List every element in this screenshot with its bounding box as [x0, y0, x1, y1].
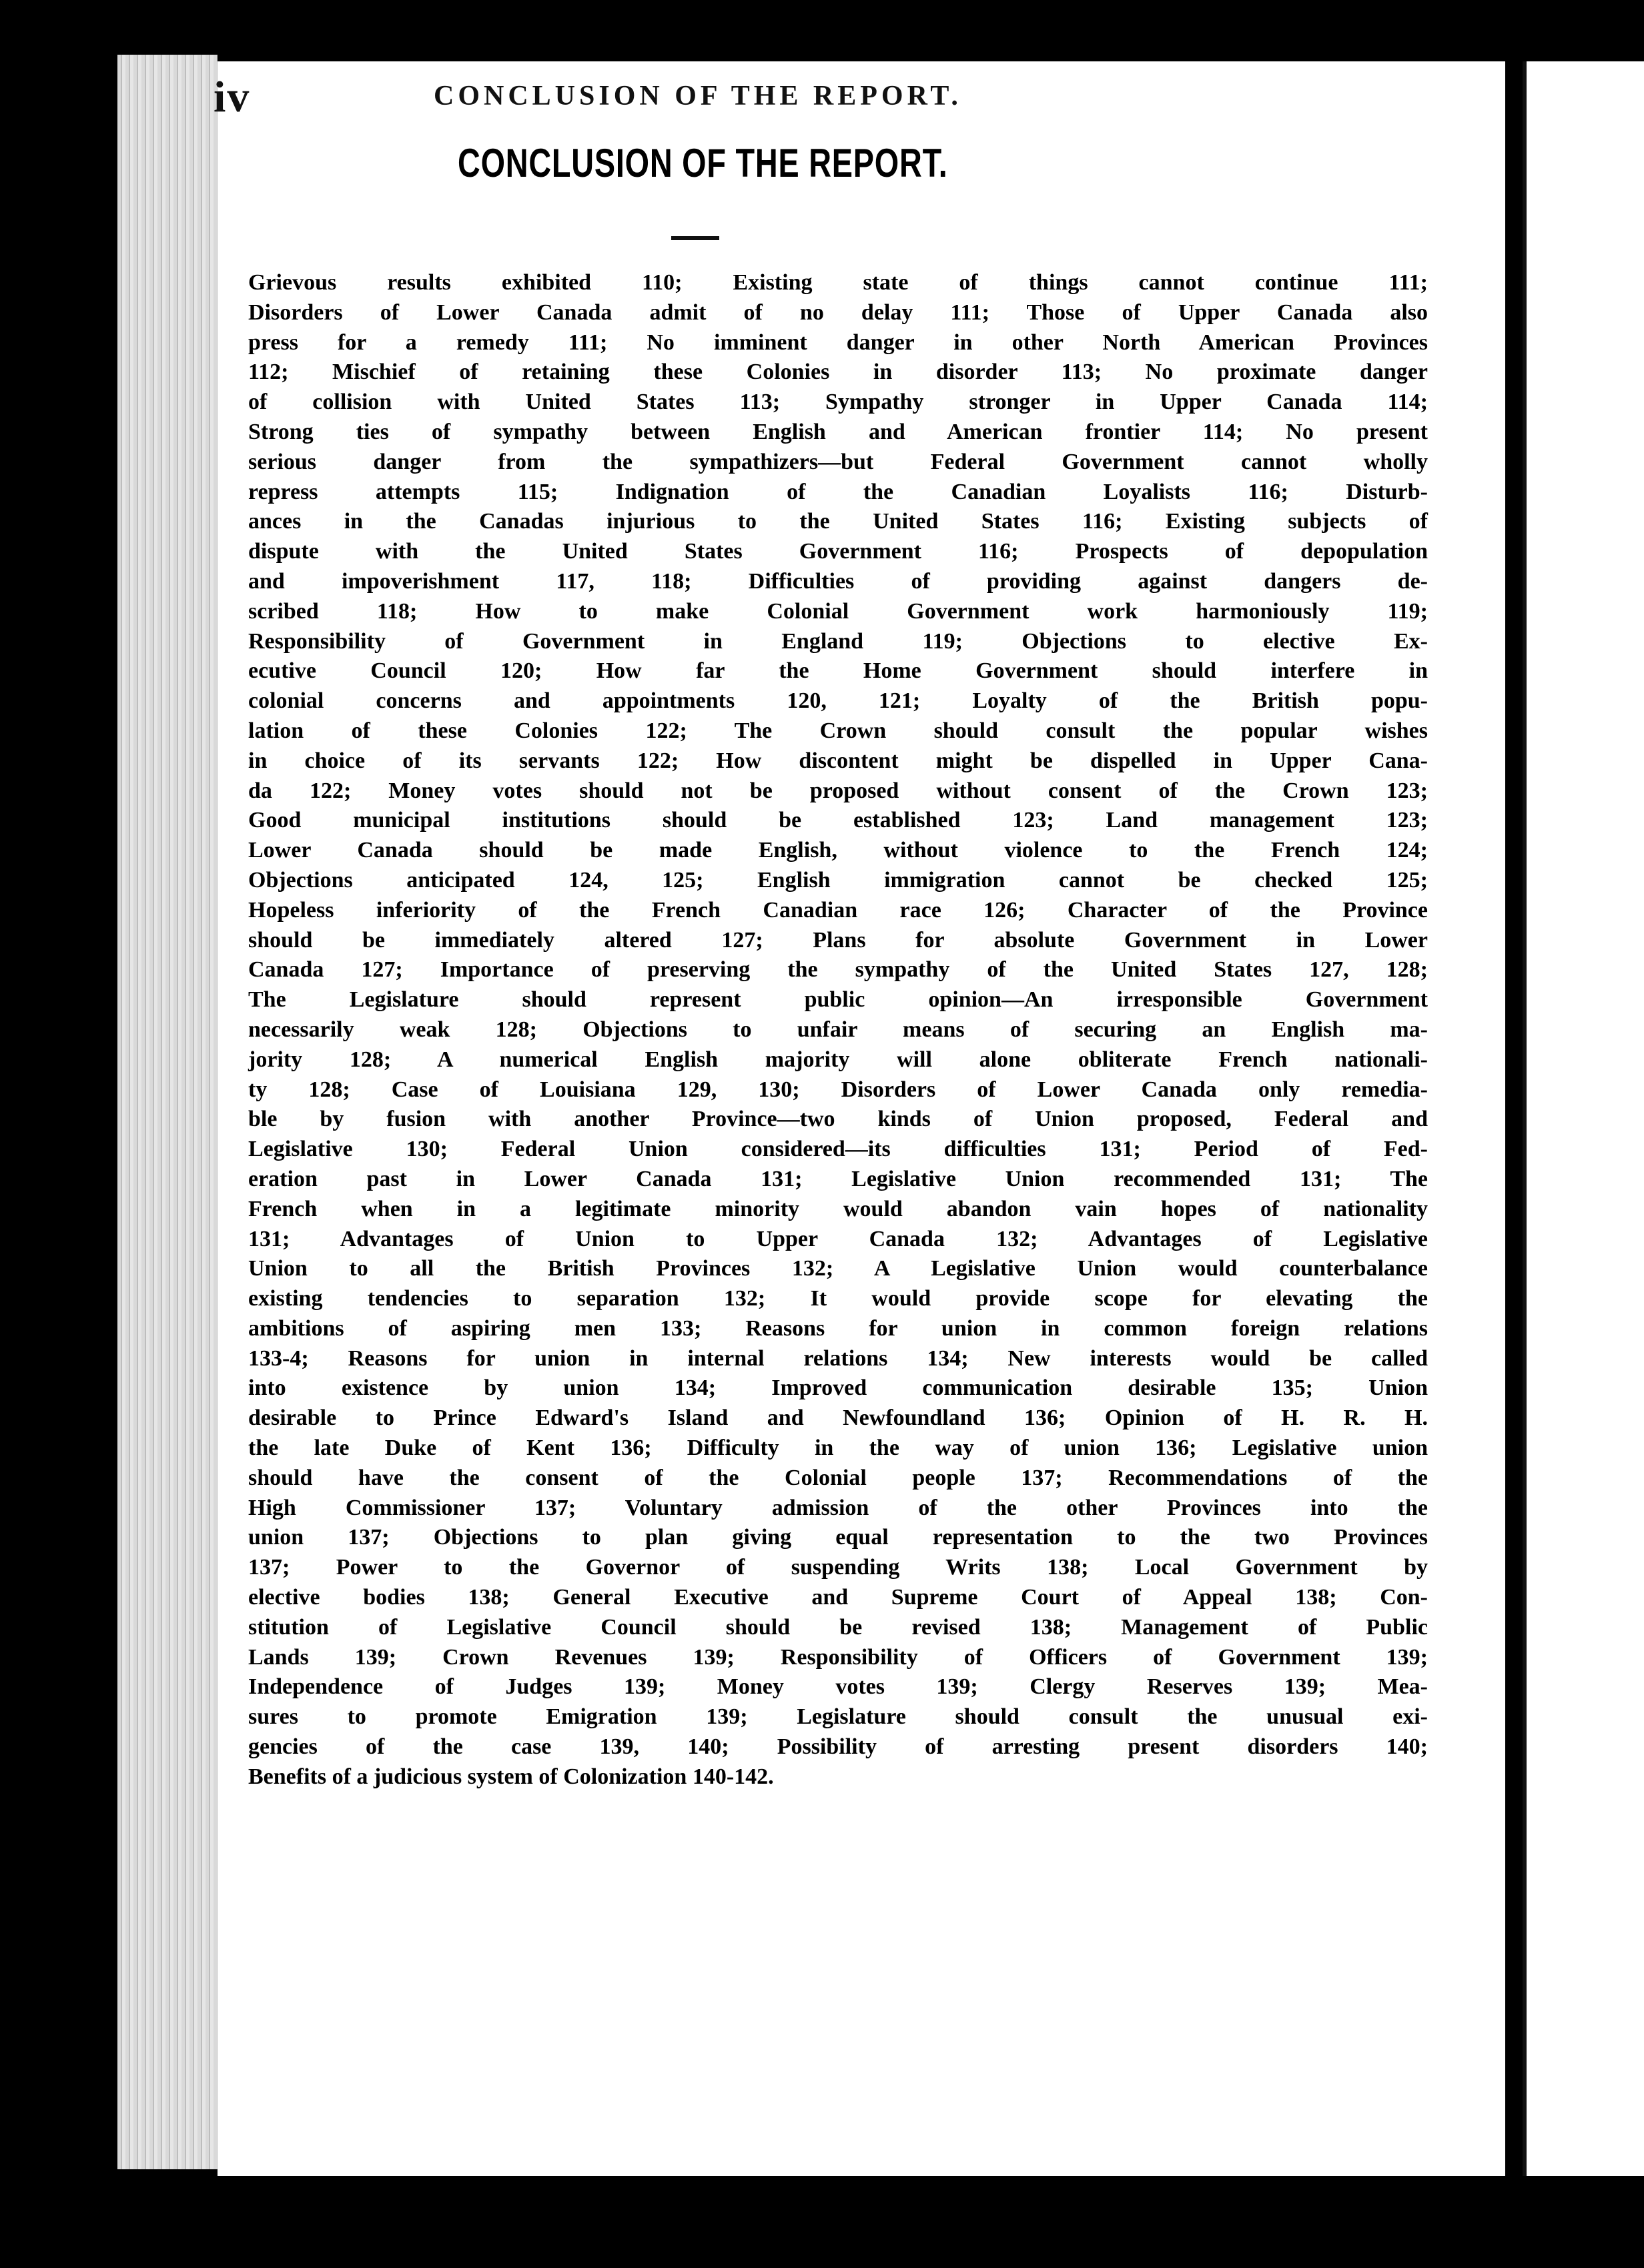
body-line: gencies of the case 139, 140; Possibility of arresting present disorders 140; [248, 1734, 1428, 1760]
body-line: da 122; Money votes should not be proposed without consent of the Crown 123; [248, 778, 1428, 803]
body-line: should have the consent of the Colonial people 137; Recommendations of the [248, 1465, 1428, 1490]
body-line: Independence of Judges 139; Money votes 139; Clergy Reserves 139; Mea- [248, 1674, 1428, 1700]
body-line: 133-4; Reasons for union in internal relations 134; New interests would be called [248, 1345, 1428, 1371]
body-line: Legislative 130; Federal Union considered—its difficulties 131; Period of Fed- [248, 1137, 1428, 1162]
page-header [214, 72, 1314, 132]
body-line: existing tendencies to separation 132; It would provide scope for elevating the [248, 1286, 1428, 1311]
page-number: iv [214, 73, 251, 121]
body-line: scribed 118; How to make Colonial Government work harmoniously 119; [248, 598, 1428, 624]
body-line: the late Duke of Kent 136; Difficulty in the way of union 136; Legislative union [248, 1436, 1428, 1461]
body-line: Union to all the British Provinces 132; A Legislative Union would counterbalance [248, 1256, 1428, 1281]
body-line: of collision with United States 113; Sympathy stronger in Upper Canada 114; [248, 390, 1428, 415]
body-line: ty 128; Case of Louisiana 129, 130; Disorders of Lower Canada only remedia- [248, 1077, 1428, 1102]
body-line: press for a remedy 111; No imminent danger in other North American Provinces [248, 330, 1428, 355]
body-line: union 137; Objections to plan giving equal representation to the two Provinces [248, 1525, 1428, 1550]
body-line: Responsibility of Government in England 119; Objections to elective Ex- [248, 628, 1428, 654]
body-line: repress attempts 115; Indignation of the Canadian Loyalists 116; Disturb- [248, 479, 1428, 504]
title-rule [671, 236, 719, 240]
book-page-edges [117, 55, 218, 2169]
body-line: lation of these Colonies 122; The Crown should consult the popular wishes [248, 718, 1428, 743]
body-line: sures to promote Emigration 139; Legislature should consult the unusual exi- [248, 1704, 1428, 1730]
body-line: jority 128; A numerical English majority will alone obliterate French nationali- [248, 1047, 1428, 1072]
body-line: ambitions of aspiring men 133; Reasons for union in common foreign relations [248, 1315, 1428, 1341]
body-line: ecutive Council 120; How far the Home Government should interfere in [248, 658, 1428, 684]
body-text [248, 268, 1428, 1792]
body-line: Hopeless inferiority of the French Canadian race 126; Character of the Province [248, 897, 1428, 923]
body-line: 137; Power to the Governor of suspending Writs 138; Local Government by [248, 1555, 1428, 1580]
body-line: desirable to Prince Edward's Island and Newfoundland 136; Opinion of H. R. H. [248, 1405, 1428, 1431]
body-line: dispute with the United States Government 116; Prospects of depopulation [248, 539, 1428, 564]
body-line: Grievous results exhibited 110; Existing state of things cannot continue 111; [248, 270, 1428, 295]
body-line: Lands 139; Crown Revenues 139; Responsibility of Officers of Government 139; [248, 1644, 1428, 1670]
section-title: CONCLUSION OF THE REPORT. [458, 141, 948, 185]
body-line: ble by fusion with another Province—two kinds of Union proposed, Federal and [248, 1107, 1428, 1132]
body-line: Strong ties of sympathy between English and American frontier 114; No present [248, 419, 1428, 444]
body-line: High Commissioner 137; Voluntary admission of the other Provinces into the [248, 1495, 1428, 1520]
body-line: into existence by union 134; Improved communication desirable 135; Union [248, 1375, 1428, 1401]
body-line: French when in a legitimate minority would abandon vain hopes of nationality [248, 1196, 1428, 1221]
body-line: 131; Advantages of Union to Upper Canada 132; Advantages of Legislative [248, 1226, 1428, 1251]
body-line: Lower Canada should be made English, without violence to the French 124; [248, 838, 1428, 863]
body-line: stitution of Legislative Council should be revised 138; Management of Public [248, 1614, 1428, 1640]
body-line: Disorders of Lower Canada admit of no delay 111; Those of Upper Canada also [248, 300, 1428, 325]
body-line: serious danger from the sympathizers—but Federal Government cannot wholly [248, 449, 1428, 474]
body-line: eration past in Lower Canada 131; Legislative Union recommended 131; The [248, 1166, 1428, 1191]
body-line: Good municipal institutions should be established 123; Land management 123; [248, 808, 1428, 833]
body-line: in choice of its servants 122; How discontent might be dispelled in Upper Cana- [248, 748, 1428, 773]
running-head: CONCLUSION OF THE REPORT. [434, 81, 962, 111]
body-line: should be immediately altered 127; Plans for absolute Government in Lower [248, 927, 1428, 953]
facing-page-edge [1523, 61, 1644, 2176]
body-line: The Legislature should represent public opinion—An irresponsible Government [248, 987, 1428, 1013]
body-line: Benefits of a judicious system of Colonization 140-142. [248, 1764, 774, 1789]
body-line: 112; Mischief of retaining these Colonies in disorder 113; No proximate danger [248, 360, 1428, 385]
body-line: colonial concerns and appointments 120, 121; Loyalty of the British popu- [248, 688, 1428, 714]
body-line: Objections anticipated 124, 125; English immigration cannot be checked 125; [248, 867, 1428, 893]
body-line: ances in the Canadas injurious to the United States 116; Existing subjects of [248, 509, 1428, 534]
body-line: and impoverishment 117, 118; Difficulties of providing against dangers de- [248, 568, 1428, 594]
body-line: Canada 127; Importance of preserving the sympathy of the United States 127, 128; [248, 957, 1428, 983]
body-line: necessarily weak 128; Objections to unfair means of securing an English ma- [248, 1017, 1428, 1042]
body-line: elective bodies 138; General Executive and Supreme Court of Appeal 138; Con- [248, 1585, 1428, 1610]
